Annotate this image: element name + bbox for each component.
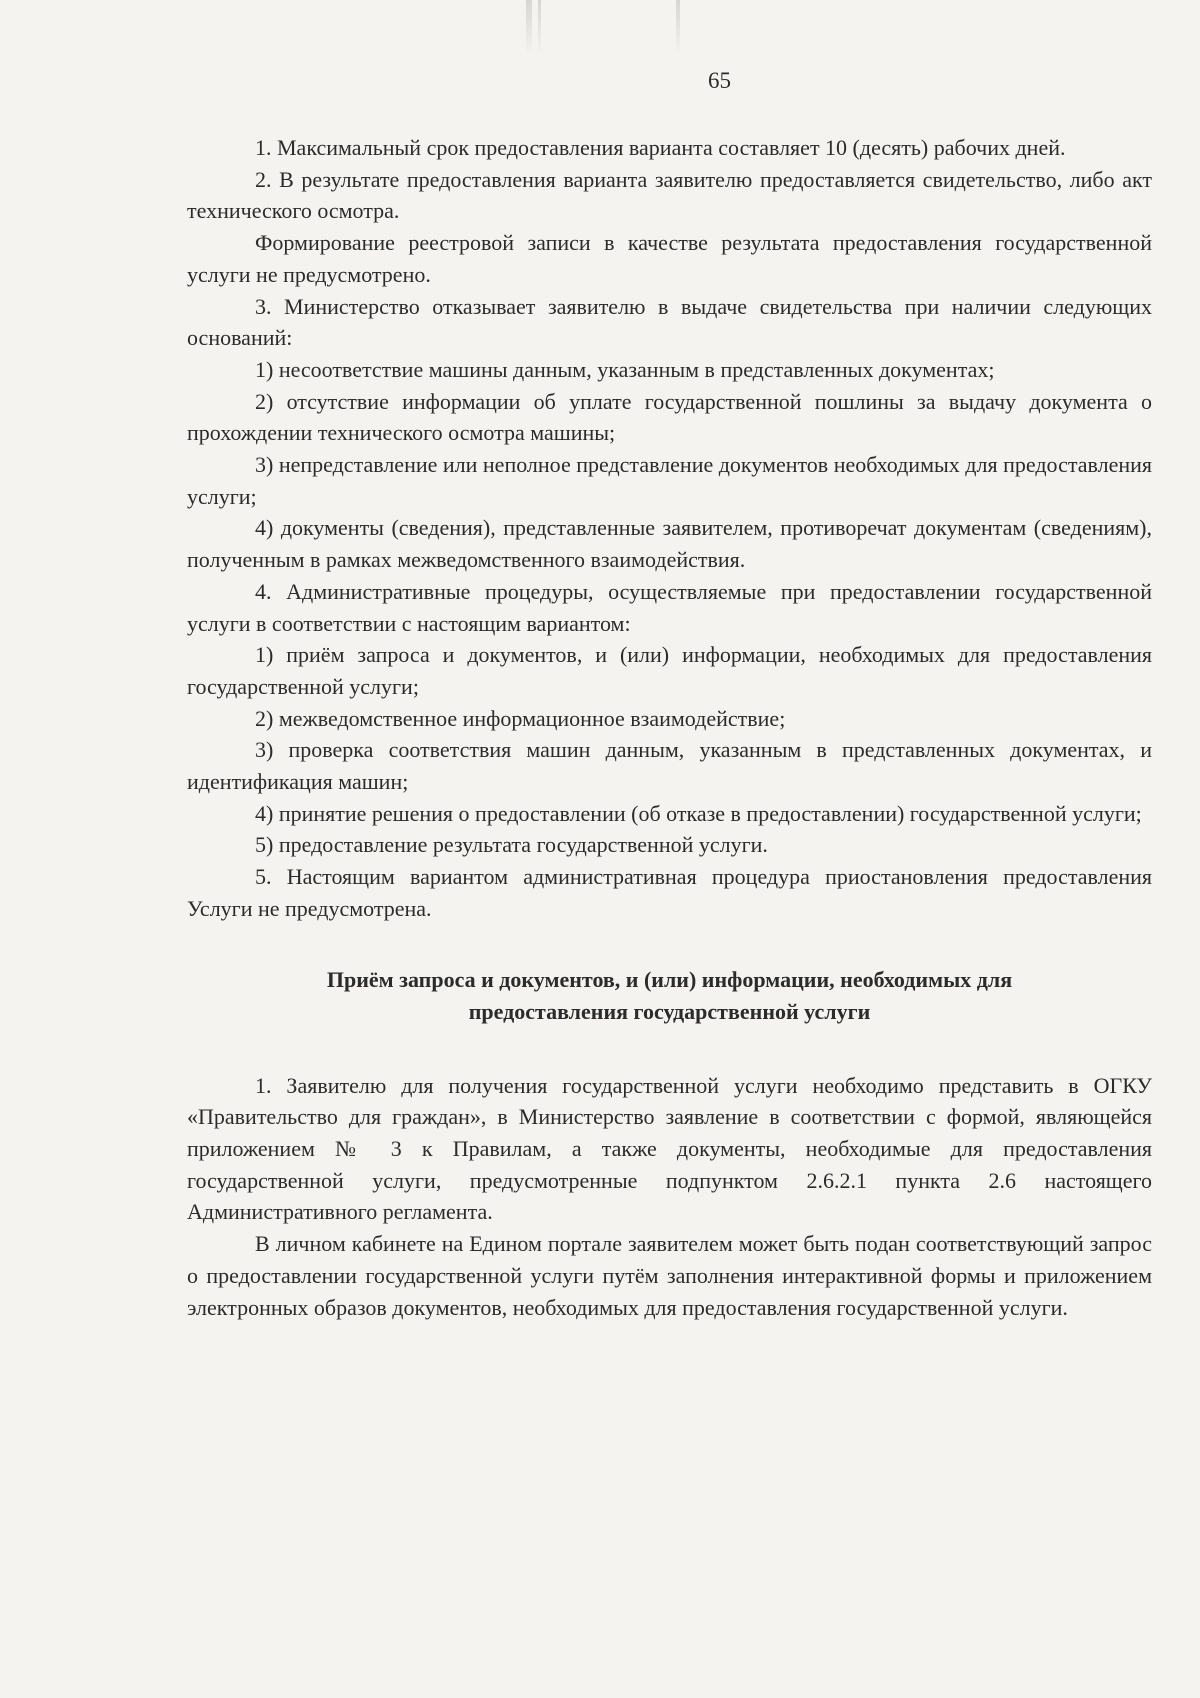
scan-mark <box>676 0 680 56</box>
page-number: 65 <box>708 68 731 93</box>
document-page <box>187 68 1152 1323</box>
section-heading-line: предоставления государственной услуги <box>468 998 871 1024</box>
scan-mark <box>526 0 532 56</box>
paragraph: 1. Заявителю для получения государственной услуги необходимо представить в ОГКУ «Правительство для граждан», в Министерство заявление в соответствии с формой, являющейся приложением № 3 к Правилам, а также документы, необходимые для предоставления государственной услуги, предусмотренные подпунктом 2.6.2.1 пункта 2.6 настоящего Административного регламента. <box>187 1072 1152 1225</box>
paragraph: 3) проверка соответствия машин данным, указанным в представленных документах, и идентификация машин; <box>187 737 1152 795</box>
paragraph: 3. Министерство отказывает заявителю в выдаче свидетельства при наличии следующих оснований: <box>187 293 1152 351</box>
paragraph: 3) непредставление или неполное представление документов необходимых для предоставления услуги; <box>187 452 1152 509</box>
paragraph: 1) приём запроса и документов, и (или) информации, необходимых для предоставления государственной услуги; <box>187 642 1152 699</box>
paragraph: Формирование реестровой записи в качестве результата предоставления государственной услуги не предусмотрено. <box>187 230 1152 287</box>
paragraph: 1) несоответствие машины данным, указанным в представленных документах; <box>255 356 995 382</box>
paragraph: В личном кабинете на Едином портале заявителем может быть подан соответствующий запрос о предоставлении государственной услуги путём заполнения интерактивной формы и приложением электронных образов документов, необходимых для предоставления государственной услуги. <box>187 1231 1152 1320</box>
paragraph: 1. Максимальный срок предоставления варианта составляет 10 (десять) рабочих дней. <box>255 135 1066 160</box>
bottom-section <box>187 1070 1152 1324</box>
paragraph: 4) документы (сведения), представленные заявителем, противоречат документам (сведениям), полученным в рамках межведомственного взаимодействия. <box>187 515 1152 573</box>
paragraph: 2) отсутствие информации об уплате государственной пошлины за выдачу документа о прохождении технического осмотра машины; <box>187 388 1152 446</box>
paragraph: 4) принятие решения о предоставлении (об отказе в предоставлении) государственной услуги; <box>255 800 1142 826</box>
top-section <box>187 132 1152 925</box>
section-heading <box>187 964 1152 1028</box>
paragraph: 2) межведомственное информационное взаимодействие; <box>255 705 786 731</box>
paragraph: 4. Административные процедуры, осуществляемые при предоставлении государственной услуги в соответствии с настоящим вариантом: <box>187 578 1152 636</box>
paragraph: 2. В результате предоставления варианта заявителю предоставляется свидетельство, либо акт технического осмотра. <box>187 166 1152 224</box>
scan-mark <box>538 0 541 56</box>
paragraph: 5. Настоящим вариантом административная процедура приостановления предоставления Услуги не предусмотрена. <box>187 864 1152 921</box>
section-heading-line: Приём запроса и документов, и (или) информации, необходимых для <box>326 966 1013 992</box>
paragraph: 5) предоставление результата государственной услуги. <box>255 832 768 858</box>
scan-artifacts <box>500 0 700 60</box>
